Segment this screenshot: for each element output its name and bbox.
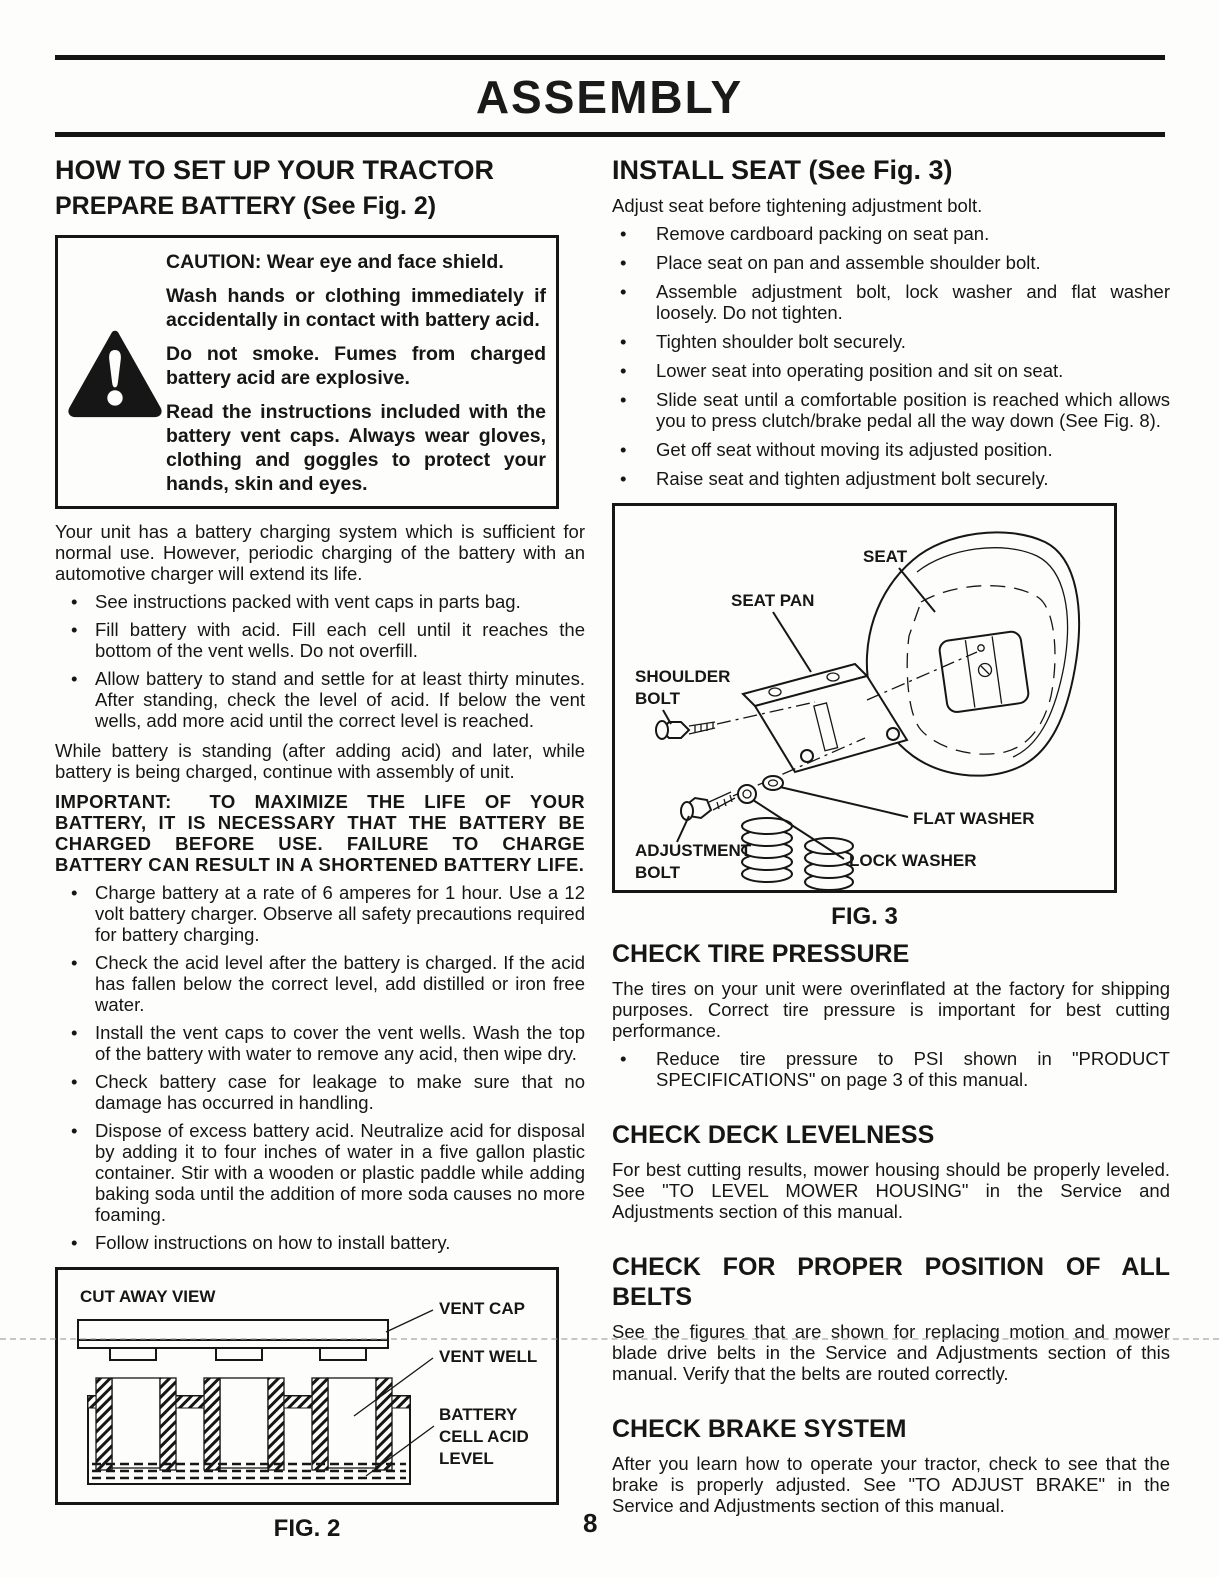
vent-well-drawing [88, 1378, 410, 1470]
seat-pan-label: SEAT PAN [731, 591, 815, 611]
caution-line-1: CAUTION: Wear eye and face shield. [166, 250, 504, 273]
heading-check-belts: CHECK FOR PROPER POSITION OF ALL BELTS [612, 1253, 1170, 1312]
heading-check-brake-system: CHECK BRAKE SYSTEM [612, 1415, 907, 1444]
battery-standing-note: While battery is standing (after adding acid) and later, while battery is being charged, continue with assembly of unit. [55, 739, 585, 782]
page-title: ASSEMBLY [475, 71, 744, 123]
heading-prepare-battery: PREPARE BATTERY (See Fig. 2) [55, 192, 437, 221]
bullet-item: • Remove cardboard packing on seat pan. [612, 223, 1170, 244]
figure-3-caption: FIG. 3 [831, 903, 898, 931]
shoulder-bolt-label: BOLT [635, 689, 681, 709]
heading-install-seat: INSTALL SEAT (See Fig. 3) [612, 155, 953, 185]
bullet-item: • Install the vent caps to cover the vent wells. Wash the top of the battery with water to remove any acid, then wipe dry. [55, 1022, 585, 1064]
vent-cap-label: VENT CAP [439, 1298, 525, 1318]
bullet-item: • Lower seat into operating position and sit on seat. [612, 360, 1170, 381]
bullet-item: • Allow battery to stand and settle for at least thirty minutes. After standing, check the level of acid. If below the vent wells, add more acid until the correct level is reached. [55, 668, 585, 731]
battery-body-drawing [88, 1378, 410, 1484]
heading-check-deck-levelness: CHECK DECK LEVELNESS [612, 1121, 935, 1150]
caution-line-4: Read the instructions included with the battery vent caps. Always wear gloves, clothing and goggles to protect your hands, skin and eyes. [166, 400, 546, 495]
page-number: 8 [583, 1508, 598, 1538]
seat-label: SEAT [863, 547, 908, 567]
bullet-item: • See instructions packed with vent caps in parts bag. [55, 591, 585, 612]
two-column-layout [0, 137, 1219, 1543]
deck-levelness-body: For best cutting results, mower housing should be properly leveled. See "TO LEVEL MOWER HOUSING" in the Service and Adjustments section of this manual. [612, 1159, 1170, 1223]
bullet-item: • Follow instructions on how to install battery. [55, 1232, 585, 1253]
important-text: TO MAXIMIZE THE LIFE OF YOUR BATTERY, IT IS NECESSARY THAT THE BATTERY BE CHARGED BEFORE USE. FAILURE TO CHARGE BATTERY CAN RESULT IN A SHORTENED BATTERY LIFE. [55, 790, 585, 875]
caution-box [55, 235, 559, 509]
bullet-item: • Tighten shoulder bolt securely. [612, 331, 1170, 352]
right-column [612, 151, 1170, 1543]
cut-away-view-label: CUT AWAY VIEW [80, 1286, 216, 1306]
important-paragraph [55, 791, 585, 875]
adjustment-bolt-label: BOLT [635, 863, 681, 883]
tire-pressure-body: The tires on your unit were overinflated at the factory for shipping purposes. Correct tire pressure is important for best cutting performance. [612, 978, 1170, 1042]
important-label: IMPORTANT: [55, 790, 172, 812]
bullet-item: • Dispose of excess battery acid. Neutralize acid for disposal by adding it to four inches of water in a five gallon plastic container. Stir with a wooden or plastic paddle while adding baking soda until the addition of more soda causes no more foaming. [55, 1120, 585, 1225]
bullet-item: • Place seat on pan and assemble shoulder bolt. [612, 252, 1170, 273]
battery-prep-list [55, 591, 585, 731]
battery-intro-paragraph: Your unit has a battery charging system which is sufficient for normal use. However, periodic charging of the battery with an automotive charger will extend its life. [55, 520, 585, 584]
belts-body: See the figures that are shown for replacing motion and mower blade drive belts in the Service and Adjustments section of this manual. Verify that the belts are routed correctly. [612, 1321, 1170, 1385]
tire-pressure-list [612, 1048, 1170, 1090]
battery-cell-acid-level-label: BATTERY [439, 1404, 518, 1424]
leader-line [386, 1310, 433, 1332]
warning-triangle-icon [64, 328, 166, 418]
battery-cell-acid-level-label: CELL ACID [439, 1426, 529, 1446]
figure-2-battery-cutaway [55, 1267, 559, 1505]
heading-check-tire-pressure: CHECK TIRE PRESSURE [612, 940, 910, 969]
bullet-item: • Check the acid level after the battery is charged. If the acid has fallen below the correct level, add distilled or iron free water. [55, 952, 585, 1015]
leader-line [780, 787, 908, 817]
install-seat-intro: Adjust seat before tightening adjustment bolt. [612, 195, 983, 217]
adjustment-bolt-label: ADJUSTMENT [635, 841, 752, 861]
lock-washer-label: LOCK WASHER [849, 851, 977, 871]
bullet-item: • Charge battery at a rate of 6 amperes for 1 hour. Use a 12 volt battery charger. Observe all safety precautions required for battery charging. [55, 882, 585, 945]
bullet-item: • Raise seat and tighten adjustment bolt securely. [612, 468, 1170, 489]
shoulder-bolt-label: SHOULDER [635, 667, 731, 687]
bullet-item: • Reduce tire pressure to PSI shown in "PRODUCT SPECIFICATIONS" on page 3 of this manual. [612, 1048, 1170, 1090]
install-seat-list [612, 223, 1170, 489]
caution-text [166, 250, 546, 496]
figure-3-seat-assembly [612, 503, 1117, 893]
leader-line [773, 612, 811, 672]
battery-charge-list [55, 882, 585, 1253]
leader-line [677, 816, 689, 842]
brake-system-body: After you learn how to operate your tractor, check to see that the brake is properly adjusted. See "TO ADJUST BRAKE" in the Service and Adjustments section of this manual. [612, 1453, 1170, 1517]
battery-cell-acid-level-label: LEVEL [439, 1448, 494, 1468]
vent-well-label: VENT WELL [439, 1346, 538, 1366]
top-rule [55, 55, 1165, 60]
left-column [55, 151, 585, 1543]
bullet-item: • Check battery case for leakage to make sure that no damage has occurred in handling. [55, 1071, 585, 1113]
bullet-item: • Get off seat without moving its adjusted position. [612, 439, 1170, 460]
heading-how-to-set-up: HOW TO SET UP YOUR TRACTOR [55, 155, 495, 185]
figure-2-caption: FIG. 2 [273, 1514, 341, 1542]
bullet-item: • Fill battery with acid. Fill each cell until it reaches the bottom of the vent wells. Do not overfill. [55, 619, 585, 661]
caution-line-3: Do not smoke. Fumes from charged battery acid are explosive. [166, 342, 546, 389]
bullet-item: • Slide seat until a comfortable position is reached which allows you to press clutch/brake pedal all the way down (See Fig. 8). [612, 389, 1170, 431]
bullet-item: • Assemble adjustment bolt, lock washer and flat washer loosely. Do not tighten. [612, 281, 1170, 323]
caution-line-2: Wash hands or clothing immediately if accidentally in contact with battery acid. [166, 284, 546, 331]
flat-washer-label: FLAT WASHER [913, 809, 1035, 829]
vent-cap-drawing [78, 1320, 388, 1360]
spring-drawing [805, 838, 853, 890]
